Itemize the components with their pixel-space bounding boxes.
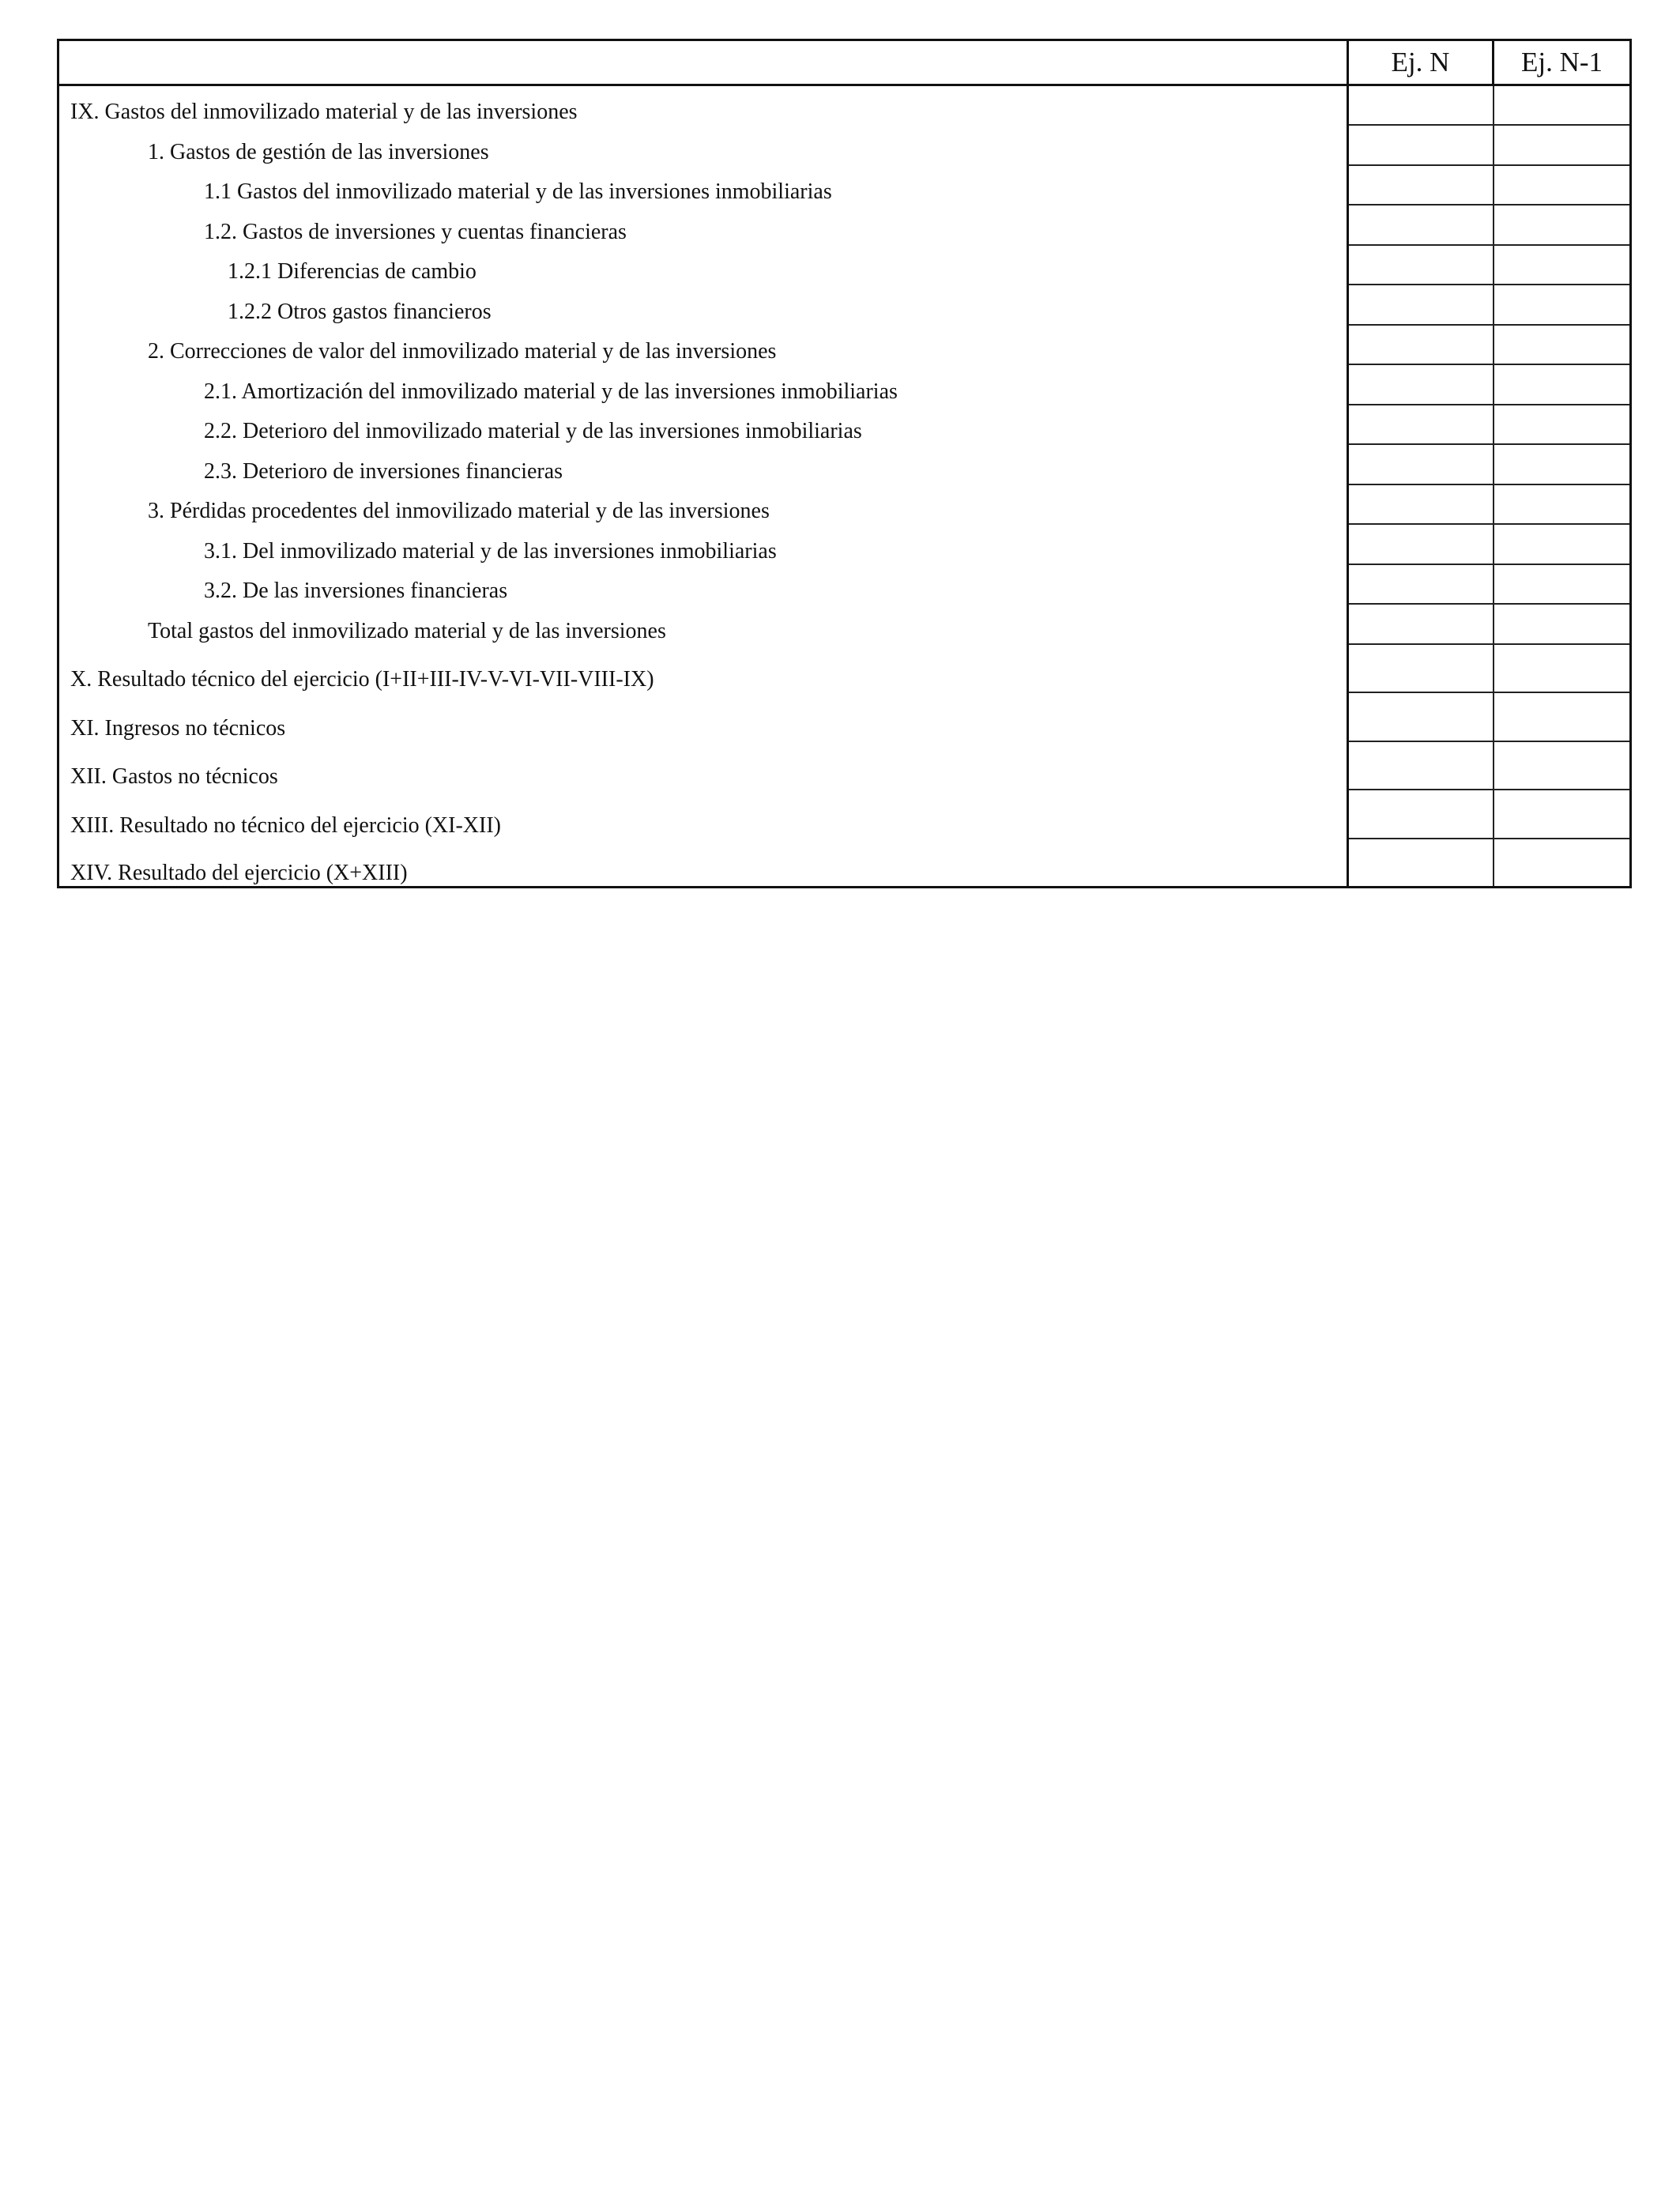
row-label: 2.3. Deterioro de inversiones financieras: [58, 444, 1348, 484]
table-row: [58, 484, 1631, 525]
row-label: XIV. Resultado del ejercicio (X+XIII): [58, 839, 1348, 888]
value-ej-n1[interactable]: [1494, 444, 1631, 484]
table-row: [58, 741, 1631, 790]
value-ej-n[interactable]: [1348, 405, 1494, 445]
table-row: [58, 325, 1631, 365]
value-ej-n[interactable]: [1348, 325, 1494, 365]
row-label: 2. Correcciones de valor del inmovilizado material y de las inversiones: [58, 325, 1348, 365]
value-ej-n1[interactable]: [1494, 741, 1631, 790]
value-ej-n[interactable]: [1348, 484, 1494, 525]
row-label: 1.2.2 Otros gastos financieros: [58, 285, 1348, 325]
row-label: 1.2. Gastos de inversiones y cuentas financieras: [58, 205, 1348, 245]
row-label: 3.1. Del inmovilizado material y de las inversiones inmobiliarias: [58, 524, 1348, 564]
value-ej-n[interactable]: [1348, 444, 1494, 484]
value-ej-n1[interactable]: [1494, 85, 1631, 126]
value-ej-n1[interactable]: [1494, 839, 1631, 888]
value-ej-n1[interactable]: [1494, 564, 1631, 605]
table-row: [58, 604, 1631, 644]
table-row: [58, 839, 1631, 888]
table-row: [58, 790, 1631, 839]
table-row: [58, 245, 1631, 285]
value-ej-n1[interactable]: [1494, 205, 1631, 245]
row-label: 2.1. Amortización del inmovilizado material y de las inversiones inmobiliarias: [58, 364, 1348, 405]
value-ej-n[interactable]: [1348, 85, 1494, 126]
table-row: [58, 444, 1631, 484]
header-ej-n: Ej. N: [1348, 40, 1494, 85]
value-ej-n1[interactable]: [1494, 325, 1631, 365]
row-label: 1.1 Gastos del inmovilizado material y de las inversiones inmobiliarias: [58, 165, 1348, 205]
value-ej-n[interactable]: [1348, 165, 1494, 205]
header-label-cell: [58, 40, 1348, 85]
row-label: IX. Gastos del inmovilizado material y de las inversiones: [58, 85, 1348, 126]
value-ej-n1[interactable]: [1494, 604, 1631, 644]
value-ej-n1[interactable]: [1494, 790, 1631, 839]
value-ej-n1[interactable]: [1494, 285, 1631, 325]
header-ej-n1: Ej. N-1: [1494, 40, 1631, 85]
row-label: 3. Pérdidas procedentes del inmovilizado material y de las inversiones: [58, 484, 1348, 525]
row-label: 1. Gastos de gestión de las inversiones: [58, 125, 1348, 165]
value-ej-n1[interactable]: [1494, 125, 1631, 165]
value-ej-n[interactable]: [1348, 692, 1494, 741]
value-ej-n[interactable]: [1348, 364, 1494, 405]
value-ej-n[interactable]: [1348, 245, 1494, 285]
row-label: Total gastos del inmovilizado material y de las inversiones: [58, 604, 1348, 644]
row-label: 1.2.1 Diferencias de cambio: [58, 245, 1348, 285]
value-ej-n1[interactable]: [1494, 484, 1631, 525]
row-label: XII. Gastos no técnicos: [58, 741, 1348, 790]
value-ej-n1[interactable]: [1494, 364, 1631, 405]
table-row: [58, 524, 1631, 564]
header-row: [58, 40, 1631, 85]
table-row: [58, 85, 1631, 126]
value-ej-n[interactable]: [1348, 125, 1494, 165]
value-ej-n[interactable]: [1348, 285, 1494, 325]
table-row: [58, 165, 1631, 205]
value-ej-n[interactable]: [1348, 644, 1494, 693]
results-table: [57, 39, 1632, 888]
value-ej-n[interactable]: [1348, 741, 1494, 790]
row-label: XI. Ingresos no técnicos: [58, 692, 1348, 741]
value-ej-n[interactable]: [1348, 524, 1494, 564]
value-ej-n[interactable]: [1348, 564, 1494, 605]
row-label: XIII. Resultado no técnico del ejercicio (XI-XII): [58, 790, 1348, 839]
value-ej-n[interactable]: [1348, 205, 1494, 245]
value-ej-n[interactable]: [1348, 790, 1494, 839]
table-row: [58, 644, 1631, 693]
value-ej-n[interactable]: [1348, 839, 1494, 888]
value-ej-n1[interactable]: [1494, 644, 1631, 693]
value-ej-n1[interactable]: [1494, 524, 1631, 564]
table-row: [58, 364, 1631, 405]
table-row: [58, 285, 1631, 325]
table-row: [58, 692, 1631, 741]
row-label: X. Resultado técnico del ejercicio (I+II+III-IV-V-VI-VII-VIII-IX): [58, 644, 1348, 693]
value-ej-n1[interactable]: [1494, 692, 1631, 741]
table-row: [58, 205, 1631, 245]
table-row: [58, 125, 1631, 165]
table-row: [58, 405, 1631, 445]
row-label: 2.2. Deterioro del inmovilizado material y de las inversiones inmobiliarias: [58, 405, 1348, 445]
value-ej-n1[interactable]: [1494, 405, 1631, 445]
table-row: [58, 564, 1631, 605]
value-ej-n[interactable]: [1348, 604, 1494, 644]
row-label: 3.2. De las inversiones financieras: [58, 564, 1348, 605]
value-ej-n1[interactable]: [1494, 245, 1631, 285]
value-ej-n1[interactable]: [1494, 165, 1631, 205]
